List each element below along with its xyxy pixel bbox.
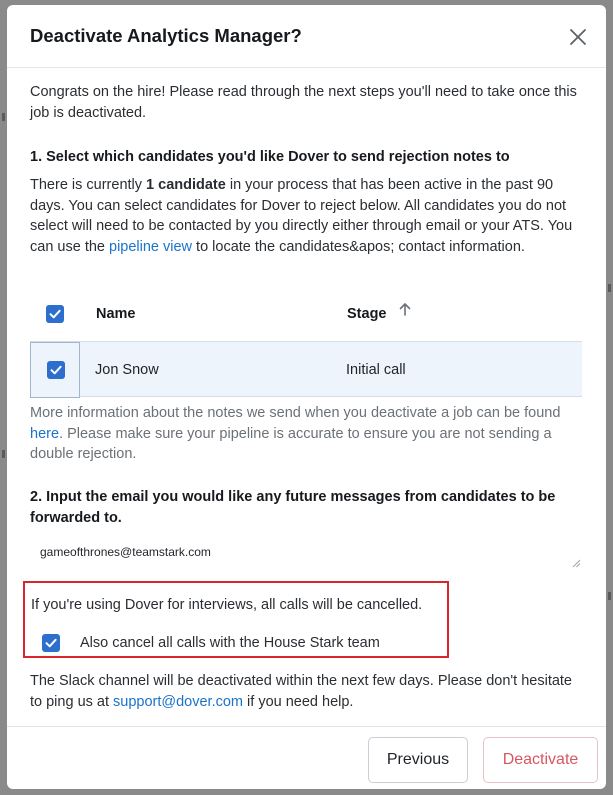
- slack-text-part: The Slack channel will be deactivated within the next few days. Please don't hesitate to ping us at: [30, 673, 573, 710]
- column-header-stage-label: Stage: [347, 306, 387, 322]
- calls-cancel-note: If you're using Dover for interviews, all calls will be cancelled.: [31, 597, 423, 613]
- row-checkbox[interactable]: [47, 361, 65, 379]
- intro-text: Congrats on the hire! Please read through the next steps you'll need to take once this job is deactivated.: [30, 84, 577, 121]
- section1-paragraph: [30, 175, 582, 257]
- resize-grip-icon[interactable]: [571, 558, 581, 568]
- more-info-part: . Please make sure your pipeline is accurate to ensure you are not sending a double rejection.: [30, 425, 552, 462]
- backdrop-mark: [608, 284, 611, 292]
- row-checkbox-cell[interactable]: [30, 342, 80, 398]
- column-header-stage[interactable]: [347, 288, 411, 340]
- deactivate-job-modal: [7, 5, 606, 789]
- cancel-calls-checkbox[interactable]: [42, 634, 60, 652]
- cancel-calls-label[interactable]: Also cancel all calls with the House Stark team: [80, 635, 380, 651]
- candidate-stage: Initial call: [346, 362, 406, 378]
- arrow-up-icon[interactable]: [399, 286, 411, 338]
- deactivate-button[interactable]: Deactivate: [483, 737, 598, 783]
- modal-title: Deactivate Analytics Manager?: [30, 25, 302, 46]
- section1-text: to locate the candidates&apos; contact information.: [192, 238, 525, 255]
- section2-heading: 2. Input the email you would like any future messages from candidates to be forwarded to.: [30, 489, 556, 526]
- more-info-here-link[interactable]: here: [30, 425, 60, 442]
- close-icon[interactable]: [567, 26, 589, 48]
- candidate-count: 1 candidate: [146, 177, 226, 193]
- slack-text-part: if you need help.: [243, 693, 354, 710]
- more-info-text: [30, 403, 582, 465]
- section1-heading: 1. Select which candidates you'd like Dover to send rejection notes to: [30, 149, 510, 165]
- backdrop-mark: [608, 592, 611, 600]
- candidates-table: [30, 288, 582, 398]
- select-all-checkbox[interactable]: [46, 305, 64, 323]
- forwarding-email-field[interactable]: [30, 533, 582, 569]
- cancel-calls-highlight: [23, 581, 449, 658]
- slack-text: [30, 671, 582, 712]
- backdrop-mark: [2, 113, 5, 121]
- modal-header: [7, 5, 606, 68]
- candidate-name: Jon Snow: [95, 362, 159, 378]
- table-row[interactable]: [30, 341, 582, 397]
- previous-button[interactable]: Previous: [368, 737, 468, 783]
- modal-footer: [7, 726, 606, 789]
- section1-text: in your process that has been active in the past 90 days. You can select candidates for Dover to reject below. All candidates you do not select will need to be contacted by you directly either through email or your ATS. You can use the: [30, 177, 573, 255]
- backdrop-mark: [2, 450, 5, 458]
- more-info-part: More information about the notes we send when you deactivate a job can be found: [30, 405, 561, 421]
- column-header-name[interactable]: Name: [96, 306, 136, 322]
- support-email-link[interactable]: support@dover.com: [113, 693, 244, 710]
- section1-text: There is currently: [30, 177, 147, 193]
- pipeline-view-link[interactable]: pipeline view: [109, 238, 193, 255]
